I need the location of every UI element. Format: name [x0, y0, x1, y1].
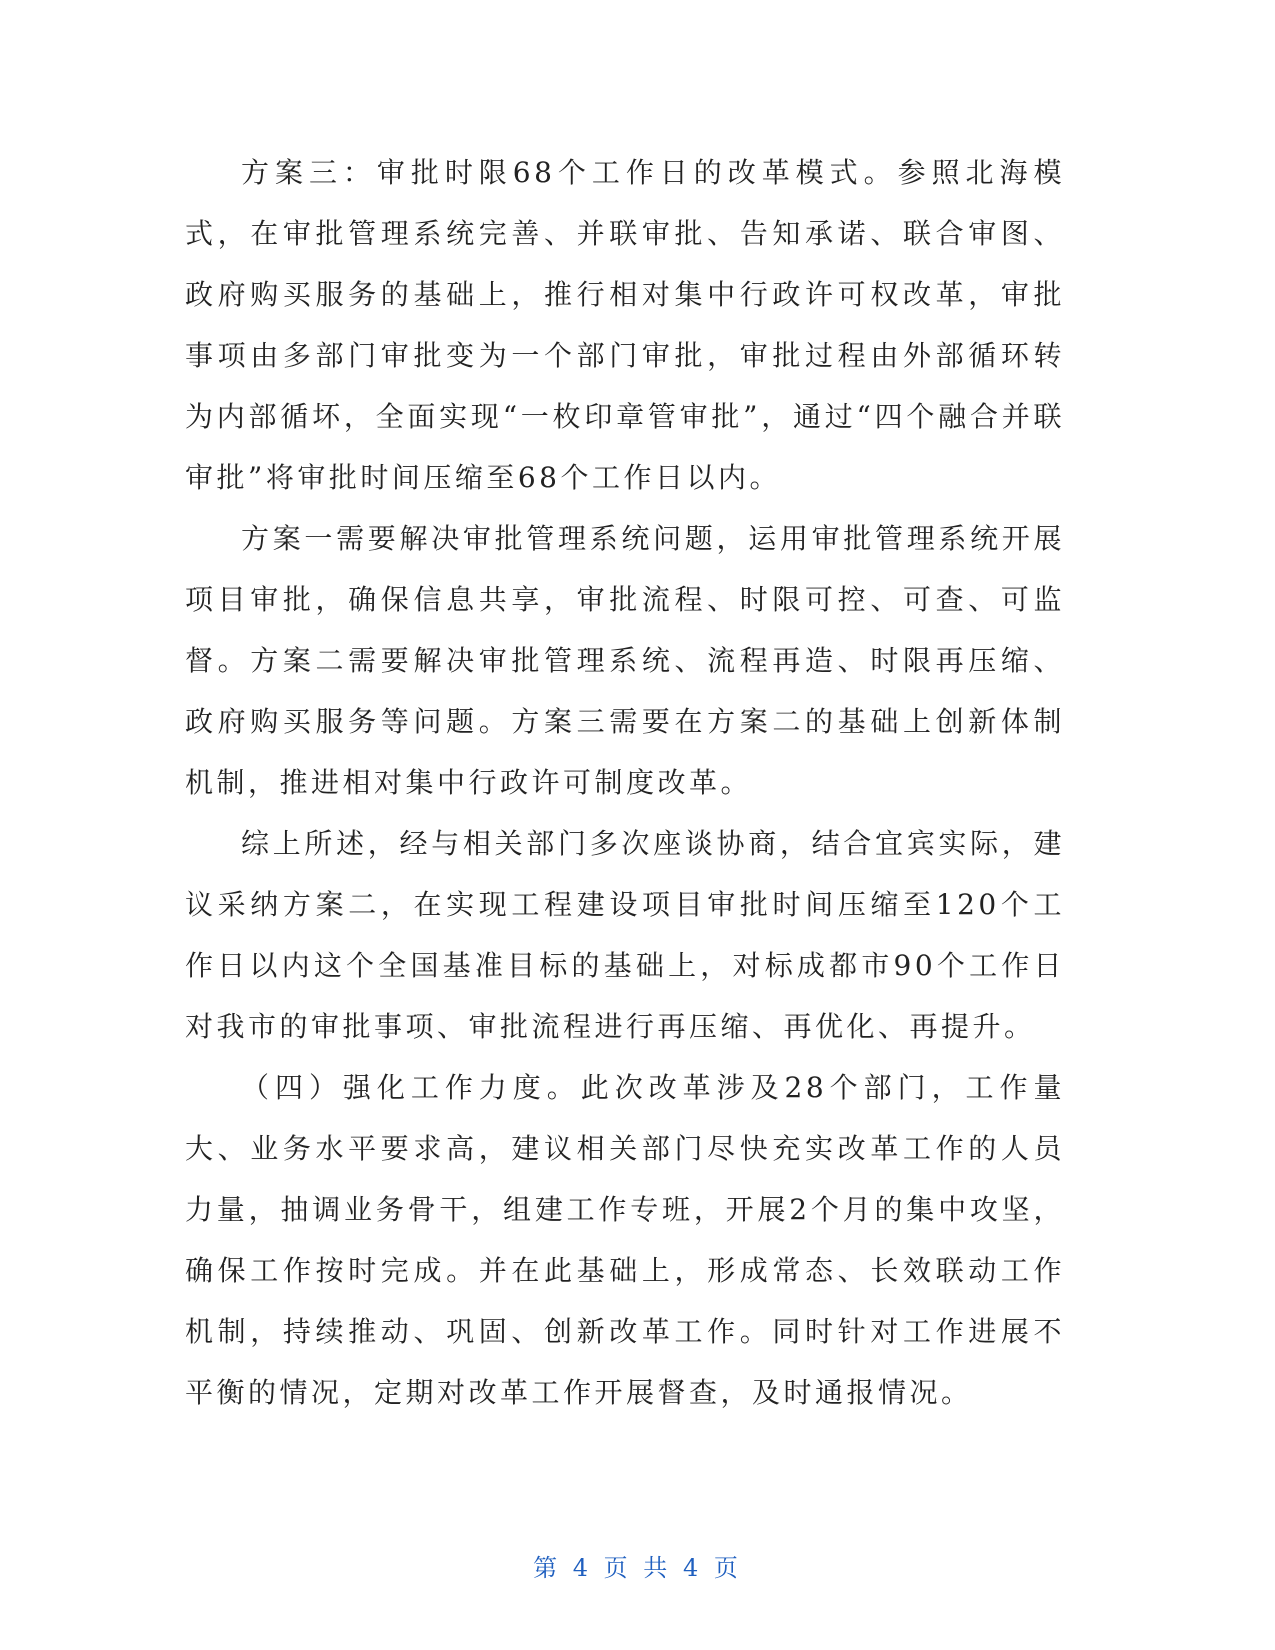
paragraph-strengthen-work: （四）强化工作力度。此次改革涉及28个部门，工作量大、业务水平要求高，建议相关部门尽快充实改革工作的人员力量，抽调业务骨干，组建工作专班，开展2个月的集中攻坚，确保工作按时完成。并在此基础上，形成常态、长效联动工作机制，持续推动、巩固、创新改革工作。同时针对工作进展不平衡的情况，定期对改革工作开展督查，及时通报情况。: [185, 1071, 1065, 1409]
paragraph-plan-three: 方案三：审批时限68个工作日的改革模式。参照北海模式，在审批管理系统完善、并联审批、告知承诺、联合审图、政府购买服务的基础上，推行相对集中行政许可权改革，审批事项由多部门审批变为一个部门审批，审批过程由外部循环转为内部循坏，全面实现“一枚印章管审批”，通过“四个融合并联审批”将审批时间压缩至68个工作日以内。: [185, 156, 1065, 494]
document-body: [185, 142, 1065, 1423]
page-number-footer: 第 4 页 共 4 页: [533, 1554, 742, 1582]
paragraph-recommendation: 综上所述，经与相关部门多次座谈协商，结合宜宾实际，建议采纳方案二，在实现工程建设项目审批时间压缩至120个工作日以内这个全国基准目标的基础上，对标成都市90个工作日对我市的审批事项、审批流程进行再压缩、再优化、再提升。: [185, 827, 1065, 1043]
paragraph-plan-requirements: 方案一需要解决审批管理系统问题，运用审批管理系统开展项目审批，确保信息共享，审批流程、时限可控、可查、可监督。方案二需要解决审批管理系统、流程再造、时限再压缩、政府购买服务等问题。方案三需要在方案二的基础上创新体制机制，推进相对集中行政许可制度改革。: [185, 522, 1065, 799]
